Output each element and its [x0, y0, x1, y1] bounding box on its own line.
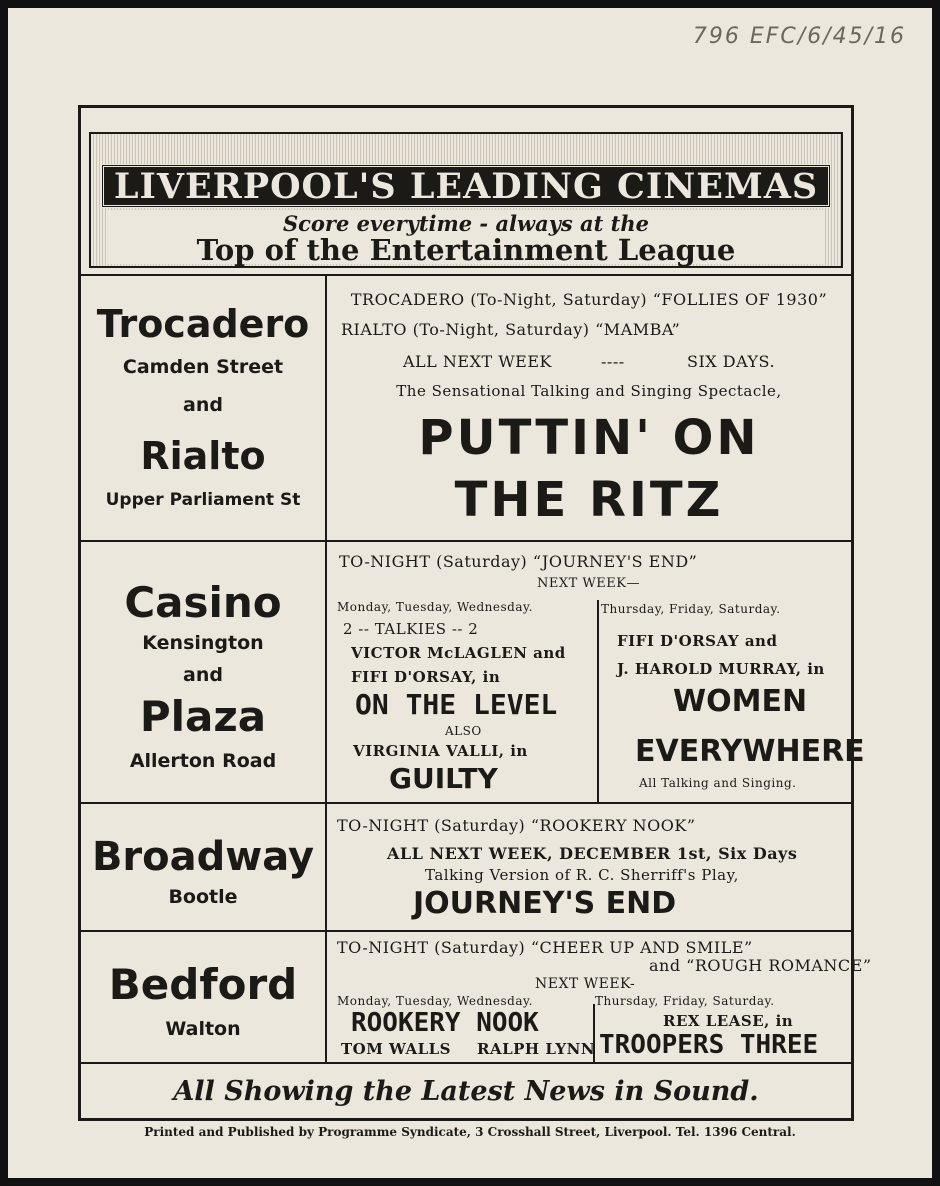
- cast-line: FIFI D'ORSAY, in: [351, 668, 501, 686]
- dashes: ----: [601, 352, 625, 371]
- film-everywhere: EVERYWHERE: [635, 734, 865, 769]
- footer-slogan: All Showing the Latest News in Sound.: [173, 1076, 759, 1107]
- film-on-the-level: ON THE LEVEL: [355, 688, 558, 721]
- days-left: Monday, Tuesday, Wednesday.: [337, 994, 533, 1008]
- tonight-line: TO-NIGHT (Saturday) “JOURNEY'S END”: [339, 552, 698, 571]
- cast-line: VICTOR McLAGLEN and: [351, 644, 566, 662]
- section-bedford: [81, 932, 872, 1064]
- six-days-label: SIX DAYS.: [687, 352, 776, 371]
- banner-title: LIVERPOOL'S LEADING CINEMAS: [113, 166, 819, 207]
- tonight-line-2: and “ROUGH ROMANCE”: [649, 956, 872, 975]
- banner-slogan: Score everytime - always at the: [282, 211, 650, 236]
- venue-place-walton: Walton: [165, 1018, 241, 1040]
- venue-name-broadway: Broadway: [91, 834, 315, 880]
- programme-line: TROCADERO (To-Night, Saturday) “FOLLIES OF 1930”: [350, 290, 828, 309]
- next-week-label: NEXT WEEK—: [537, 576, 640, 591]
- venue-street-rialto: Upper Parliament St: [105, 490, 301, 510]
- venue-block-trocadero: [81, 276, 327, 540]
- feature-title-line1: PUTTIN' ON: [418, 410, 760, 466]
- venue-street-allerton: Allerton Road: [129, 750, 277, 772]
- cast-tom-walls: TOM WALLS: [341, 1040, 452, 1058]
- all-talking-note: All Talking and Singing.: [639, 776, 797, 790]
- venue-name-trocadero: Trocadero: [96, 302, 310, 346]
- talkies-line: 2 -- TALKIES -- 2: [343, 620, 479, 638]
- programme-trocadero-rialto: [327, 276, 851, 540]
- column-divider: [597, 600, 599, 802]
- programme-page: [8, 8, 932, 1178]
- banner-inner: [107, 210, 825, 267]
- cast-line: VIRGINIA VALLI, in: [353, 742, 528, 760]
- venue-block-broadway: [81, 804, 327, 930]
- programme-bedford: [327, 932, 872, 1062]
- next-week-label: ALL NEXT WEEK: [403, 352, 552, 371]
- next-week-line: ALL NEXT WEEK, DECEMBER 1st, Six Days: [387, 844, 798, 863]
- programme-broadway: [327, 804, 851, 930]
- film-journeys-end: JOURNEY'S END: [413, 886, 677, 921]
- programme-line: RIALTO (To-Night, Saturday) “MAMBA”: [341, 320, 681, 339]
- next-week-label: NEXT WEEK-: [535, 976, 636, 992]
- banner-league: Top of the Entertainment League: [196, 233, 736, 267]
- days-left: Monday, Tuesday, Wednesday.: [337, 600, 533, 614]
- venue-block-bedford: [81, 932, 327, 1062]
- venue-street-kensington: Kensington: [142, 632, 264, 654]
- feature-title-line2: THE RITZ: [454, 472, 724, 528]
- archive-reference: 796 EFC/6/45/16: [692, 24, 906, 49]
- film-women: WOMEN: [673, 684, 808, 719]
- film-troopers-three: TROOPERS THREE: [599, 1030, 819, 1060]
- venue-name-plaza: Plaza: [139, 692, 267, 741]
- venue-street-trocadero: Camden Street: [122, 356, 284, 378]
- venue-and: and: [183, 394, 223, 416]
- also-label: ALSO: [445, 724, 482, 738]
- section-broadway: [81, 804, 851, 932]
- venue-name-casino: Casino: [124, 578, 282, 627]
- venue-name-bedford: Bedford: [108, 960, 298, 1009]
- section-trocadero-rialto: [81, 274, 851, 542]
- days-right: Thursday, Friday, Saturday.: [601, 602, 781, 616]
- cast-line: FIFI D'ORSAY and: [617, 632, 778, 650]
- advert-frame: [78, 105, 872, 1121]
- cast-ralph-lynn: RALPH LYNN: [477, 1040, 596, 1058]
- section-casino-plaza: [81, 540, 865, 804]
- days-right: Thursday, Friday, Saturday.: [595, 994, 775, 1008]
- venue-place-bootle: Bootle: [168, 886, 238, 908]
- venue-block-casino: [81, 540, 327, 802]
- printer-imprint: Printed and Published by Programme Syndicate, 3 Crosshall Street, Liverpool. Tel. 1396 Central.: [144, 1125, 796, 1139]
- film-guilty: GUILTY: [389, 762, 498, 795]
- banner: [89, 132, 843, 268]
- spectacle-line: The Sensational Talking and Singing Spectacle,: [396, 382, 782, 400]
- banner-strip: [101, 164, 831, 208]
- version-line: Talking Version of R. C. Sherriff's Play,: [425, 866, 739, 884]
- tonight-line: TO-NIGHT (Saturday) “ROOKERY NOOK”: [337, 816, 696, 835]
- cast-line: J. HAROLD MURRAY, in: [617, 660, 825, 678]
- programme-casino-plaza: [327, 540, 865, 802]
- venue-and: and: [183, 664, 223, 686]
- tonight-line: TO-NIGHT (Saturday) “CHEER UP AND SMILE”: [337, 938, 753, 957]
- venue-name-rialto: Rialto: [140, 434, 266, 478]
- cast-rex-lease: REX LEASE, in: [663, 1012, 794, 1030]
- film-rookery-nook: ROOKERY NOOK: [351, 1008, 539, 1038]
